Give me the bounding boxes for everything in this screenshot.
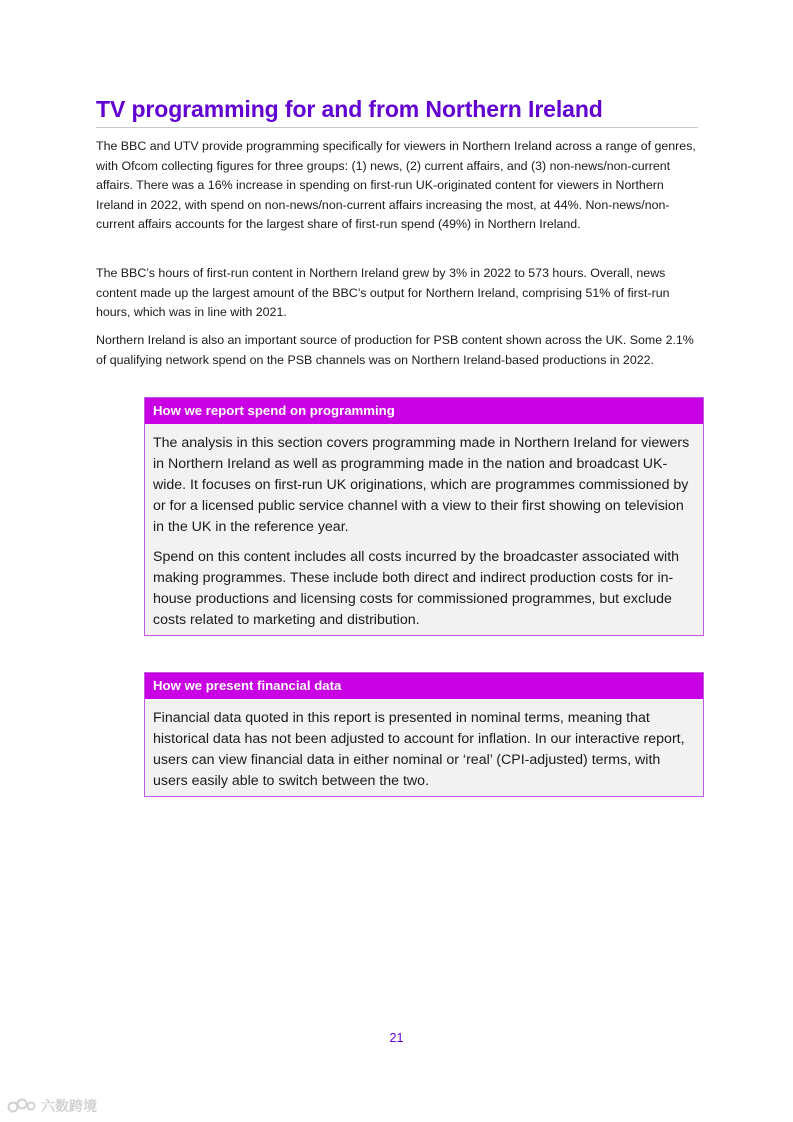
box-paragraph: Spend on this content includes all costs incurred by the broadcaster associated with making programmes. These include both direct and indirect production costs for in-house productions and licensing costs for commissioned programmes, but exclude costs related to marketing and distribution.: [153, 549, 680, 628]
box-title: How we report spend on programming: [145, 398, 703, 424]
financial-data-box: [144, 672, 704, 797]
page-title: TV programming for and from Northern Ireland: [96, 96, 603, 122]
watermark: [7, 1094, 97, 1118]
title-divider: [96, 127, 698, 128]
page-number: 21: [389, 1031, 404, 1045]
watermark-text: 六数跨境: [41, 1098, 97, 1114]
box-title: How we present financial data: [145, 673, 703, 699]
bbc-hours-paragraph: The BBC’s hours of first-run content in Northern Ireland grew by 3% in 2022 to 573 hours. Overall, news content made up the largest amount of the BBC’s output for Northern Ireland, comprising 51% of first-run hours, which was in line with 2021.: [96, 266, 670, 320]
intro-paragraph: The BBC and UTV provide programming specifically for viewers in Northern Ireland across a range of genres, with Ofcom collecting figures for three groups: (1) news, (2) current affairs, and (3) non-news/non-current affairs. There was a 16% increase in spending on first-run UK-originated content for viewers in Northern Ireland in 2022, with spend on non-news/non-current affairs increasing the most, at 44%. Non-news/non-current affairs accounts for the largest share of first-run spend (49%) in Northern Ireland.: [96, 139, 696, 232]
box-body: [145, 699, 703, 800]
box-paragraph: Financial data quoted in this report is presented in nominal terms, meaning that historical data has not been adjusted to account for inflation. In our interactive report, users can view financial data in either nominal or ‘real’ (CPI-adjusted) terms, with users easily able to switch between the two.: [153, 710, 685, 789]
logo-icon: [7, 1097, 37, 1115]
box-paragraph: The analysis in this section covers programming made in Northern Ireland for viewers in Northern Ireland as well as programming made in the nation and broadcast UK-wide. It focuses on first-run UK originations, which are programmes commissioned by or for a licensed public service channel with a view to their first showing on television in the UK in the reference year.: [153, 435, 690, 535]
box-body: [145, 424, 703, 639]
network-production-paragraph: Northern Ireland is also an important source of production for PSB content shown across the UK. Some 2.1% of qualifying network spend on the PSB channels was on Northern Ireland-based productions in 2022.: [96, 333, 694, 367]
spend-methodology-box: [144, 397, 704, 636]
